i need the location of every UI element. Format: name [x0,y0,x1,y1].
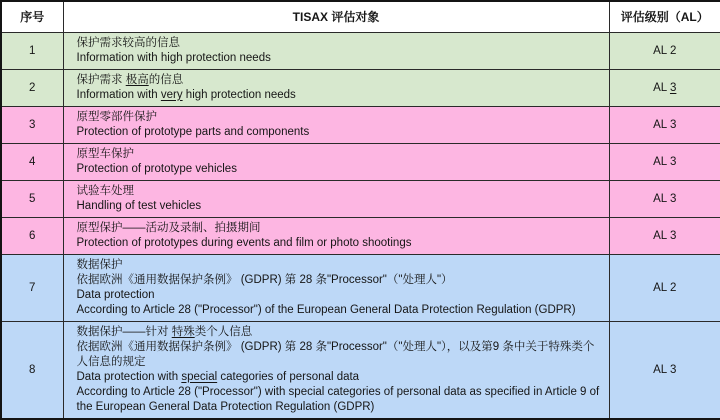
object-text-line [77,370,601,385]
assessment-level-cell [609,69,720,106]
row-number-cell: 2 [1,69,63,106]
text-segment: AL 2 [653,44,677,57]
text-segment: 依据欧洲《通用数据保护条例》 (GDPR) 第 28 条"Processor"（"处理人"） [76,273,453,286]
text-segment: 依据欧洲《通用数据保护条例》 (GDPR) 第 28 条"Processor"（"处理人"），以及第9 条中关于特殊类个人信息的规定 [76,340,595,368]
table-row [1,180,720,217]
text-segment: AL 2 [653,281,677,294]
row-number-cell: 6 [1,217,63,254]
assessment-level-cell [609,32,720,69]
assessment-level-cell [609,321,720,419]
table-row [1,321,720,419]
text-segment: 保护需求较高的信息 [76,36,180,49]
row-number-cell: 8 [1,321,63,419]
text-segment: According to Article 28 ("Processor") with special categories of personal data as specified in Article 9 of the European General Data Protection Regulation (GDPR) [76,385,600,413]
assessment-level-cell [609,254,720,321]
assessment-object-cell [63,217,609,254]
object-text-line [77,73,601,88]
assessment-level-cell [609,180,720,217]
text-segment: Handling of test vehicles [76,199,202,212]
assessment-level-cell [609,106,720,143]
text-segment: AL 3 [653,363,677,376]
text-segment: Information with [76,88,161,101]
text-segment: 保护需求 [76,73,126,86]
object-text-line [77,51,601,66]
object-text-line [77,199,601,214]
column-header-object: TISAX 评估对象 [63,1,609,32]
assessment-level-cell [609,143,720,180]
row-number-cell: 5 [1,180,63,217]
row-number-cell: 7 [1,254,63,321]
underlined-text: 特殊 [171,325,195,338]
text-segment: 原型保护——活动及录制、拍摄期间 [76,221,261,234]
object-text-line [77,221,601,236]
row-number-cell: 4 [1,143,63,180]
assessment-object-cell [63,32,609,69]
object-text-line [77,340,601,370]
object-text-line [77,385,601,415]
text-segment: 试验车处理 [76,184,134,197]
text-segment: AL 3 [653,155,677,168]
text-segment: Data protection with [76,370,182,383]
object-text-line [77,162,601,177]
object-text-line [77,236,601,251]
assessment-object-cell [63,143,609,180]
assessment-object-cell [63,180,609,217]
text-segment: 类个人信息 [194,325,253,338]
text-segment: high protection needs [182,88,296,101]
text-segment: categories of personal data [217,370,360,383]
header-row [1,1,720,32]
text-segment: Protection of prototypes during events and film or photo shootings [76,236,412,249]
table-row [1,106,720,143]
text-segment: AL 3 [653,192,677,205]
table-row [1,32,720,69]
underlined-text: 3 [669,81,677,94]
text-segment: According to Article 28 ("Processor") of the European General Data Protection Regulation (GDPR) [76,303,576,316]
assessment-object-cell [63,254,609,321]
row-number-cell: 3 [1,106,63,143]
text-segment: AL 3 [653,229,677,242]
text-segment: AL 3 [653,118,677,131]
object-text-line [77,288,601,303]
column-header-no: 序号 [1,1,63,32]
object-text-line [77,303,601,318]
table-row [1,143,720,180]
text-segment: Data protection [76,288,155,301]
underlined-text: very [160,88,183,101]
text-segment: 原型零部件保护 [76,110,157,123]
object-text-line [77,88,601,103]
text-segment: 数据保护——针对 [76,325,172,338]
assessment-level-cell [609,217,720,254]
underlined-text: 极高 [125,73,149,86]
column-header-level: 评估级别（AL） [609,1,720,32]
text-segment: Information with high protection needs [76,51,271,64]
text-segment: 的信息 [148,73,184,86]
underlined-text: special [181,370,218,383]
object-text-line [77,273,601,288]
text-segment: AL [653,81,670,94]
text-segment: 原型车保护 [76,147,134,160]
object-text-line [77,325,601,340]
text-segment: 数据保护 [76,258,123,271]
assessment-object-cell [63,321,609,419]
object-text-line [77,258,601,273]
object-text-line [77,147,601,162]
table-row [1,254,720,321]
table-row [1,217,720,254]
object-text-line [77,125,601,140]
table-body [1,32,720,419]
assessment-object-cell [63,69,609,106]
text-segment: Protection of prototype vehicles [76,162,237,175]
object-text-line [77,110,601,125]
table-row [1,69,720,106]
assessment-object-cell [63,106,609,143]
object-text-line [77,36,601,51]
row-number-cell: 1 [1,32,63,69]
object-text-line [77,184,601,199]
text-segment: Protection of prototype parts and components [76,125,310,138]
